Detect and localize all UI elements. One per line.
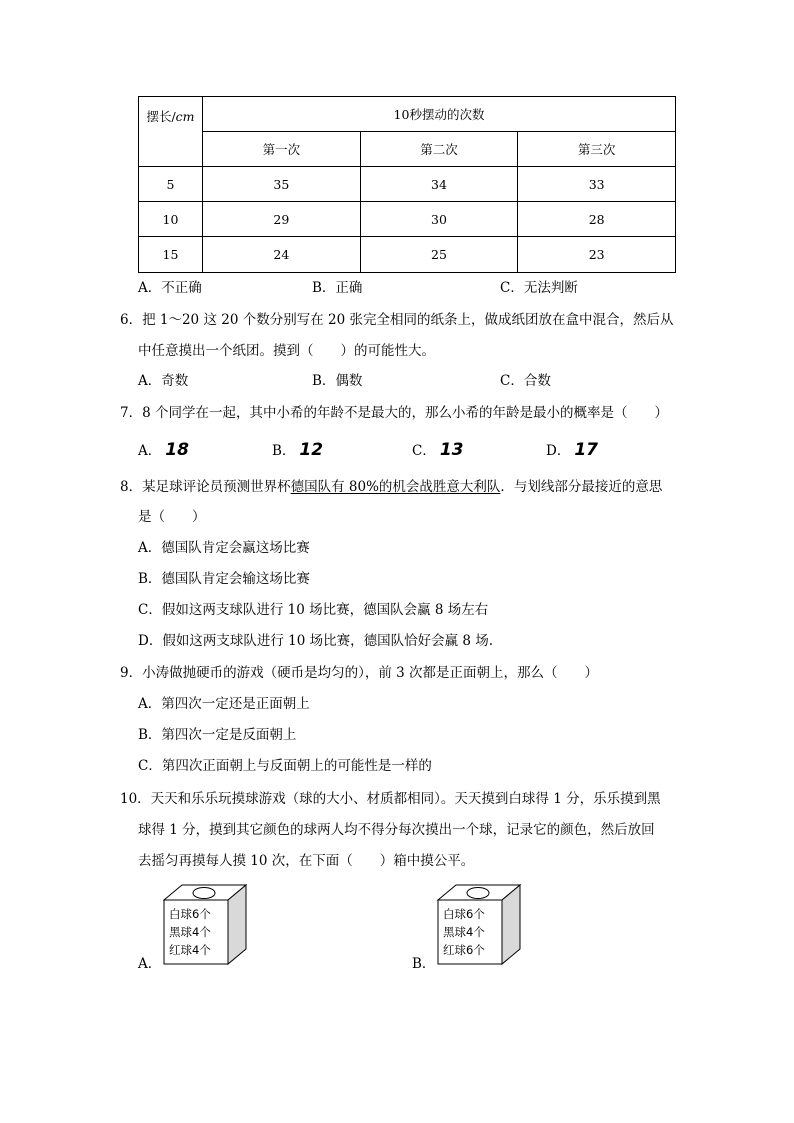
column-header: 第二次 (360, 132, 518, 167)
length-cell: 10 (139, 202, 203, 237)
q9-option-c: C．第四次正面朝上与反面朝上的可能性是一样的 (138, 758, 432, 774)
q7-option-d (546, 438, 598, 463)
ball-box-a (160, 882, 250, 970)
option-letter: A． (138, 443, 162, 459)
length-cell: 5 (139, 167, 203, 202)
q10-line-1: 10．天天和乐乐玩摸球游戏（球的大小、材质都相同）。天天摸到白球得 1 分，乐乐摸到黑 (120, 791, 661, 807)
pendulum-table (138, 96, 676, 273)
q10-option-a-letter: A． (138, 956, 162, 972)
table-row (139, 202, 676, 237)
row-header-unit: cm (175, 109, 195, 124)
count-cell: 28 (518, 202, 676, 237)
q8-line-2: 是（ ） (138, 509, 206, 525)
q5-option-c: C．无法判断 (500, 280, 578, 296)
box-b-line: 红球6个 (443, 943, 485, 957)
q5-option-a: A．不正确 (138, 280, 202, 296)
q9-line-1: 9．小涛做抛硬币的游戏（硬币是均匀的），前 3 次都是正面朝上，那么（ ） (120, 665, 599, 681)
q10-line-3: 去摇匀再摸每人摸 10 次，在下面（ ）箱中摸公平。 (138, 853, 475, 869)
option-value: 13 (439, 440, 464, 460)
q8-option-b: B．德国队肯定会输这场比赛 (138, 571, 310, 587)
table-row (139, 237, 676, 273)
q7-option-b (272, 438, 323, 463)
ball-box-b (434, 882, 524, 970)
q7-option-a (138, 438, 189, 463)
count-cell: 29 (203, 202, 361, 237)
row-header-label: 摆长/ (146, 109, 176, 124)
q10-option-b-letter: B． (412, 956, 436, 972)
q8-option-a: A．德国队肯定会赢这场比赛 (138, 540, 310, 556)
q9-option-a: A．第四次一定还是正面朝上 (138, 696, 310, 712)
option-value: 18 (165, 440, 189, 460)
q5-option-b: B．正确 (312, 280, 363, 296)
count-cell: 24 (203, 237, 361, 273)
column-header: 第一次 (203, 132, 361, 167)
box-a-line: 白球6个 (169, 907, 211, 921)
q8-line-1 (120, 477, 662, 497)
count-cell: 30 (360, 202, 518, 237)
q8-prefix: 8．某足球评论员预测世界杯 (120, 479, 291, 495)
group-header: 10秒摆动的次数 (203, 97, 676, 132)
row-header-cell (139, 97, 203, 167)
option-value: 17 (574, 440, 598, 460)
q6-option-c: C．合数 (500, 373, 551, 389)
option-letter: B． (272, 443, 296, 459)
box-b-line: 黑球4个 (443, 925, 485, 939)
box-a-line: 红球4个 (169, 943, 211, 957)
count-cell: 33 (518, 167, 676, 202)
q6-line-1: 6．把 1～20 这 20 个数分别写在 20 张完全相同的纸条上，做成纸团放在盒中混合，然后从 (120, 312, 674, 328)
table-row (139, 167, 676, 202)
count-cell: 25 (360, 237, 518, 273)
q6-option-b: B．偶数 (312, 373, 363, 389)
q10-line-2: 球得 1 分，摸到其它颜色的球两人均不得分每次摸出一个球，记录它的颜色，然后放回 (138, 822, 655, 838)
count-cell: 35 (203, 167, 361, 202)
count-cell: 34 (360, 167, 518, 202)
option-letter: D． (546, 443, 571, 459)
q7-option-c (412, 438, 464, 463)
length-cell: 15 (139, 237, 203, 273)
option-letter: C． (412, 443, 436, 459)
q9-option-b: B．第四次一定是反面朝上 (138, 727, 297, 743)
box-a-line: 黑球4个 (169, 925, 211, 939)
q8-option-d: D．假如这两支球队进行 10 场比赛，德国队恰好会赢 8 场. (138, 633, 494, 649)
q6-option-a: A．奇数 (138, 373, 189, 389)
q7-line-1: 7．8 个同学在一起，其中小希的年龄不是最大的，那么小希的年龄是最小的概率是（ ） (120, 405, 668, 421)
box-b-line: 白球6个 (443, 907, 485, 921)
q8-underlined-text: 德国队有 80%的机会战胜意大利队 (290, 479, 501, 495)
q6-line-2: 中任意摸出一个纸团。摸到（ ）的可能性大。 (138, 343, 435, 359)
column-header: 第三次 (518, 132, 676, 167)
option-value: 12 (299, 440, 324, 460)
q8-suffix: ．与划线部分最接近的意思 (500, 479, 663, 495)
q8-option-c: C．假如这两支球队进行 10 场比赛，德国队会赢 8 场左右 (138, 602, 489, 618)
count-cell: 23 (518, 237, 676, 273)
